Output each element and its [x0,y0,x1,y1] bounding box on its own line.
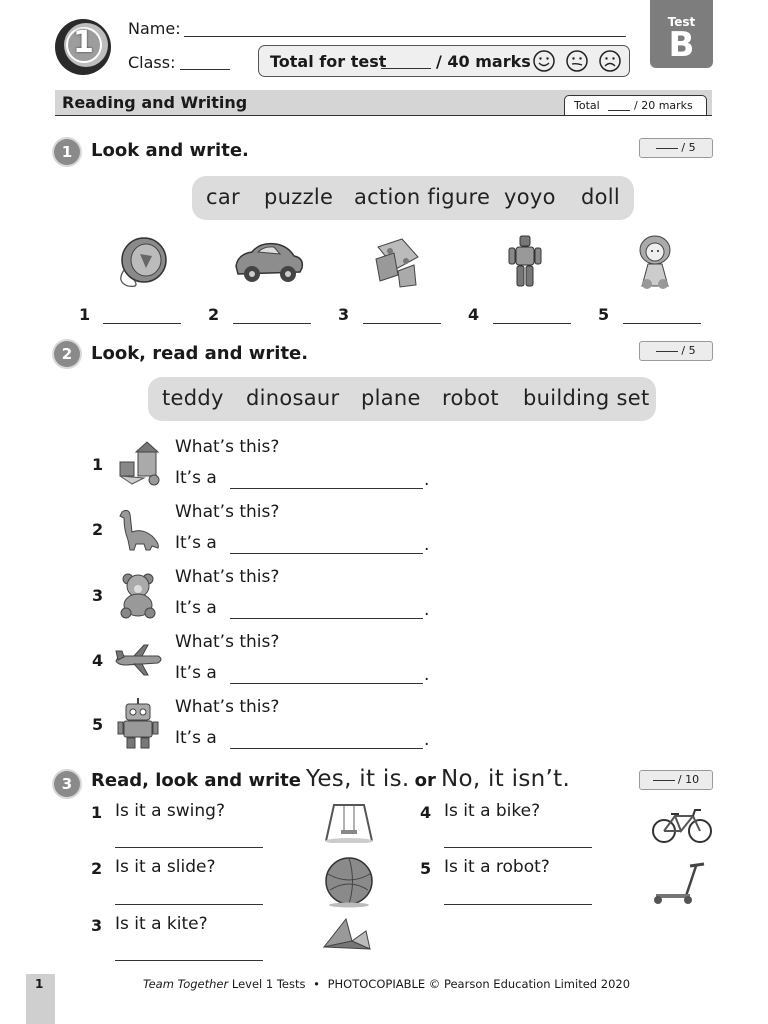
unit-badge [54,18,112,76]
ex2-answer-end-1: . [424,470,430,490]
ex1-answer-line-3[interactable] [363,323,441,324]
ex2-marks: / 5 [681,344,696,357]
footer-page-tab [26,974,55,1024]
ex2-answer-end-2: . [424,535,430,555]
ex2-answer-line-5[interactable] [230,748,423,749]
section-total-prefix: Total [574,99,600,112]
ex2-item-number-5: 5 [92,715,104,734]
dinosaur-picture [114,506,162,552]
ex3-number: 3 [54,771,80,797]
ex2-word-5: building set [523,386,650,410]
ex1-word-3: action figure [354,185,491,209]
ex3-answer-line-4[interactable] [444,847,592,848]
ex3-question-4: Is it a bike? [444,801,541,821]
ex1-answer-line-4[interactable] [493,323,571,324]
ex1-answer-number-4: 4 [468,305,480,324]
action-figure-picture [505,234,545,290]
ex1-word-bank [192,176,634,220]
ex2-word-bank [148,377,656,421]
ex3-answer-line-5[interactable] [444,904,592,905]
ex3-title-no: No, it isn’t [440,766,563,792]
scooter-picture [650,862,708,906]
sad-face-icon [600,51,620,71]
footer-level: Level 1 Tests [231,977,306,991]
ex1-marks: / 5 [681,141,696,154]
ex3-title-yes: Yes, it is [306,766,402,792]
ex3-item-number-4: 4 [420,803,432,822]
teddy-picture [114,571,162,619]
puzzle-picture [372,235,424,289]
ex1-title: Look and write. [91,140,249,161]
ex3-item-number-1: 1 [91,803,103,822]
ex2-answer-line-3[interactable] [230,618,423,619]
mood-faces [533,49,625,73]
footer-book-title: Team Together [143,977,229,991]
ex1-answer-number-5: 5 [598,305,610,324]
ex3-answer-line-2[interactable] [115,904,263,905]
robot-picture [116,698,160,750]
ex2-answer-prefix-3: It’s a [175,598,217,618]
ex3-item-number-3: 3 [91,916,103,935]
ex2-answer-prefix-5: It’s a [175,728,217,748]
ex3-answer-line-1[interactable] [115,847,263,848]
paper-plane-picture [322,917,374,953]
section-total-line[interactable] [608,110,630,111]
ex1-answer-number-2: 2 [208,305,220,324]
ex1-number: 1 [54,139,80,165]
ex2-answer-line-1[interactable] [230,488,423,489]
ex2-answer-prefix-2: It’s a [175,533,217,553]
ex1-answer-line-2[interactable] [233,323,311,324]
ex3-title-prefix: Read, look and write [91,770,301,791]
ex2-marks-line[interactable] [656,351,678,352]
ex3-title-or: or [414,770,436,791]
ex3-question-5: Is it a robot? [444,857,550,877]
yoyo-picture [110,234,172,290]
section-title: Reading and Writing [62,93,248,112]
ex1-answer-number-3: 3 [338,305,350,324]
total-for-test-label: Total for test [270,52,387,71]
ex1-answer-line-5[interactable] [623,323,701,324]
name-label: Name: [128,19,181,38]
ex3-item-number-5: 5 [420,859,432,878]
doll-picture [630,234,680,290]
ex3-item-number-2: 2 [91,859,103,878]
test-tab-label: Test [667,15,696,29]
ex2-answer-line-4[interactable] [230,683,423,684]
ex2-word-1: teddy [162,386,224,410]
bike-picture [651,808,713,844]
ex3-title [91,766,570,792]
swing-picture [322,801,376,843]
total-score-line[interactable] [381,68,431,69]
ex2-answer-line-2[interactable] [230,553,423,554]
ex2-word-2: dinosaur [246,386,340,410]
ex3-question-2: Is it a slide? [115,857,216,877]
ex2-answer-end-3: . [424,600,430,620]
ex2-question-2: What’s this? [175,502,280,522]
ex3-marks: / 10 [677,773,700,786]
class-label: Class: [128,53,176,72]
ex1-word-2: puzzle [264,185,334,209]
ex2-title: Look, read and write. [91,343,309,364]
ex2-word-4: robot [442,386,499,410]
test-tab [650,0,713,68]
ex3-marks-line[interactable] [653,780,675,781]
footer-bullet: • [313,977,320,991]
ex2-question-5: What’s this? [175,697,280,717]
ex1-marks-line[interactable] [656,148,678,149]
smile-face-icon [534,51,554,71]
section-bar [55,90,712,116]
ex2-answer-end-4: . [424,665,430,685]
ex2-word-3: plane [361,386,421,410]
footer-page-number: 1 [35,977,44,991]
ex2-item-number-3: 3 [92,586,104,605]
ex2-item-number-1: 1 [92,455,104,474]
ex1-marks-box [639,138,713,158]
ex1-answer-number-1: 1 [79,305,91,324]
total-marks-label: / 40 marks [436,52,531,71]
ex2-item-number-4: 4 [92,651,104,670]
test-tab-letter: B [668,25,695,65]
section-total-suffix: / 20 marks [634,99,693,112]
ex1-word-1: car [206,185,240,209]
ex2-question-4: What’s this? [175,632,280,652]
ex2-marks-box [639,341,713,361]
section-total-box [564,95,707,115]
ex1-word-4: yoyo [504,185,556,209]
ex2-number: 2 [54,341,80,367]
plane-picture [114,643,164,677]
car-picture [230,236,306,286]
ex3-question-1: Is it a swing? [115,801,225,821]
ball-picture [322,856,376,908]
ex2-answer-prefix-4: It’s a [175,663,217,683]
ex2-answer-end-5: . [424,730,430,750]
neutral-face-icon [567,51,587,71]
unit-number: 1 [73,25,94,60]
class-field-line[interactable] [180,69,230,70]
ex1-answer-line-1[interactable] [103,323,181,324]
ex3-title-dot-1: . [401,766,410,792]
ex3-marks-box [639,770,713,790]
ex2-answer-prefix-1: It’s a [175,468,217,488]
footer-copyright: PHOTOCOPIABLE © Pearson Education Limited 2020 [327,977,631,991]
building-set-picture [114,440,162,486]
total-for-test-box [258,45,630,77]
ex3-answer-line-3[interactable] [115,960,263,961]
name-field-line[interactable] [184,36,626,37]
ex2-item-number-2: 2 [92,520,104,539]
ex2-question-1: What’s this? [175,437,280,457]
ex2-question-3: What’s this? [175,567,280,587]
footer-credit [143,977,630,991]
ex3-title-dot-2: . [562,766,571,792]
ex1-word-5: doll [581,185,621,209]
ex3-question-3: Is it a kite? [115,914,208,934]
